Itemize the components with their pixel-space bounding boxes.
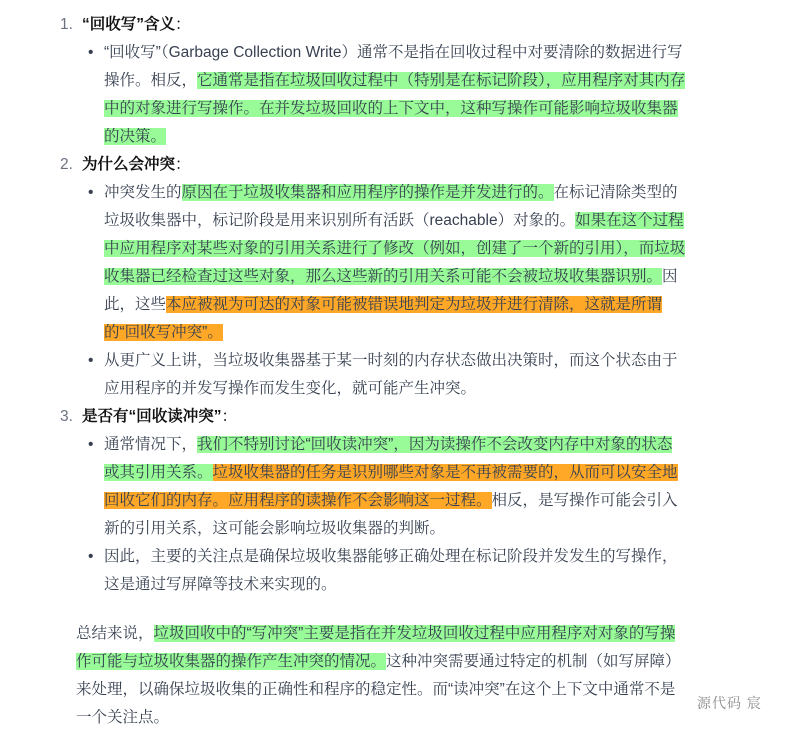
- green-highlight: 垃圾回收中的“写冲突”主要是指在并发垃圾回收过程中应用程序对对象的写操作可能与垃圾收集器的操作产生冲突的情况。: [76, 625, 676, 670]
- heading-text: 为什么会冲突: [82, 156, 176, 173]
- item-heading: [82, 403, 787, 431]
- list-number: 3.: [60, 408, 73, 425]
- list-item-2: [0, 151, 787, 403]
- heading-colon: ：: [221, 408, 238, 425]
- watermark: 源代码 宸: [697, 695, 762, 711]
- green-highlight: 原因在于垃圾收集器和应用程序的操作是并发进行的。: [181, 184, 554, 201]
- bullet-item: [82, 347, 686, 403]
- item-heading: [82, 151, 787, 179]
- green-highlight: 如果在这个过程中应用程序对某些对象的引用关系进行了修改（例如，创建了一个新的引用），而垃圾收集器已经检查过这些对象，那么这些新的引用关系可能不会被垃圾收集器识别。: [104, 212, 686, 285]
- list-number: 2.: [60, 156, 73, 173]
- bullet-item: [82, 39, 686, 151]
- text-segment: “回收写”（Garbage Collection Write）通常不是指在回收过程中对要清除的数据进行写操作。相反，: [104, 44, 683, 89]
- numbered-list: [0, 11, 787, 599]
- text-segment: 因此，这些: [104, 268, 678, 313]
- heading-text: 是否有“回收读冲突”: [82, 408, 222, 425]
- item-heading: [82, 11, 787, 39]
- heading-colon: ：: [175, 156, 191, 173]
- green-highlight: 它通常是指在垃圾回收过程中（特别是在标记阶段），应用程序对其内存中的对象进行写操作。在并发垃圾回收的上下文中，这种写操作可能影响垃圾收集器的决策。: [104, 72, 686, 145]
- text-segment: 在标记清除类型的垃圾收集器中，标记阶段是用来识别所有活跃（reachable）对象的。: [104, 184, 678, 229]
- text-segment: 总结来说，: [76, 625, 154, 642]
- answer-content: [0, 11, 787, 599]
- bullet-item: [82, 543, 686, 599]
- heading-text: “回收写”含义: [82, 16, 176, 33]
- list-number: 1.: [60, 16, 73, 33]
- orange-highlight: 垃圾收集器的任务是识别哪些对象是不再被需要的，从而可以安全地回收它们的内存。应用程序的读操作不会影响这一过程。: [104, 464, 678, 509]
- bullet-item: [82, 179, 686, 347]
- text-segment: 从更广义上讲，当垃圾收集器基于某一时刻的内存状态做出决策时，而这个状态由于应用程序的并发写操作而发生变化，就可能产生冲突。: [104, 352, 678, 397]
- text-segment: 冲突发生的: [104, 184, 182, 201]
- bullet-item: [82, 431, 686, 543]
- green-highlight: 我们不特别讨论“回收读冲突”，因为读操作不会改变内存中对象的状态或其引用关系。: [104, 436, 673, 481]
- text-segment: 相反，是写操作可能会引入新的引用关系，这可能会影响垃圾收集器的判断。: [104, 492, 678, 537]
- summary-paragraph: [76, 620, 684, 732]
- text-segment: 因此，主要的关注点是确保垃圾收集器能够正确处理在标记阶段并发发生的写操作，这是通过写屏障等技术来实现的。: [104, 548, 678, 593]
- orange-highlight: 本应被视为可达的对象可能被错误地判定为垃圾并进行清除，这就是所谓的“回收写冲突”。: [104, 296, 663, 341]
- text-segment: 通常情况下，: [104, 436, 198, 453]
- list-item-1: [0, 11, 787, 151]
- text-segment: 这种冲突需要通过特定的机制（如写屏障）来处理，以确保垃圾收集的正确性和程序的稳定性。而“读冲突”在这个上下文中通常不是一个关注点。: [76, 653, 681, 726]
- list-item-3: [0, 403, 787, 599]
- heading-colon: ：: [175, 16, 191, 33]
